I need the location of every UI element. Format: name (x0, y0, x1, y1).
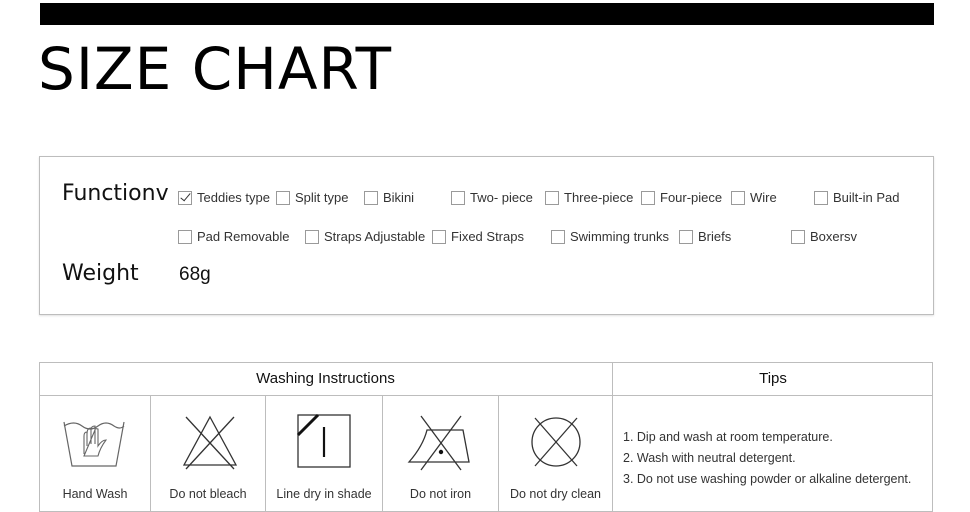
hand-wash-label: Hand Wash (62, 487, 128, 501)
option-boxersv[interactable] (791, 229, 857, 244)
table-divider (39, 395, 933, 396)
checkbox[interactable] (545, 191, 559, 205)
checkbox[interactable] (551, 230, 565, 244)
tips-list (623, 427, 911, 490)
option-swimming-trunks[interactable] (551, 229, 669, 244)
tip-item: 3. Do not use washing powder or alkaline detergent. (623, 472, 912, 486)
checkbox[interactable] (364, 191, 378, 205)
option-three-piece[interactable] (545, 190, 633, 205)
checkbox[interactable] (679, 230, 693, 244)
checkbox[interactable] (641, 191, 655, 205)
option-pad-removable[interactable] (178, 229, 290, 244)
checkbox[interactable] (451, 191, 465, 205)
no-dry-clean-icon (525, 412, 587, 472)
tips-header: Tips (759, 370, 787, 387)
option-teddies-type[interactable] (178, 190, 270, 205)
option-split-type[interactable] (276, 190, 348, 205)
function-label: Functionv (62, 181, 169, 206)
option-label: Briefs (698, 229, 732, 244)
option-label: Teddies type (197, 190, 270, 205)
option-label: Straps Adjustable (324, 229, 426, 244)
weight-label: Weight (62, 261, 139, 286)
no-iron-icon (405, 412, 473, 472)
no-bleach-label: Do not bleach (169, 487, 247, 501)
option-bikini[interactable] (364, 190, 414, 205)
option-built-in-pad[interactable] (814, 190, 899, 205)
checkbox[interactable] (814, 191, 828, 205)
washing-header: Washing Instructions (256, 370, 395, 387)
option-label: Bikini (383, 190, 415, 205)
option-wire[interactable] (731, 190, 777, 205)
option-label: Three-piece (564, 190, 634, 205)
weight-value: 68g (179, 264, 211, 285)
option-straps-adjustable[interactable] (305, 229, 425, 244)
checkbox[interactable] (432, 230, 446, 244)
option-label: Swimming trunks (570, 229, 669, 244)
option-label: Two- piece (470, 190, 533, 205)
line-dry-shade-label: Line dry in shade (276, 487, 372, 501)
no-bleach-icon (180, 411, 240, 471)
tip-item: 1. Dip and wash at room temperature. (623, 430, 833, 444)
option-label: Four-piece (660, 190, 723, 205)
checkbox[interactable] (178, 230, 192, 244)
option-label: Wire (750, 190, 777, 205)
line-dry-shade-icon (296, 413, 352, 469)
tip-item: 2. Wash with neutral detergent. (623, 451, 796, 465)
option-label: Fixed Straps (451, 229, 524, 244)
option-two-piece[interactable] (451, 190, 533, 205)
option-briefs[interactable] (679, 229, 731, 244)
checkbox[interactable] (178, 191, 192, 205)
no-iron-label: Do not iron (409, 487, 472, 501)
checkbox[interactable] (791, 230, 805, 244)
checkbox[interactable] (276, 191, 290, 205)
top-banner-bar (40, 3, 934, 25)
option-label: Split type (295, 190, 349, 205)
checkbox[interactable] (731, 191, 745, 205)
option-label: Boxersv (810, 229, 857, 244)
hand-wash-icon (60, 412, 128, 472)
option-fixed-straps[interactable] (432, 229, 524, 244)
option-four-piece[interactable] (641, 190, 722, 205)
no-dry-clean-label: Do not dry clean (509, 487, 602, 501)
option-label: Built-in Pad (833, 190, 900, 205)
checkbox[interactable] (305, 230, 319, 244)
page-title: SIZE CHART (38, 35, 393, 103)
option-label: Pad Removable (197, 229, 290, 244)
